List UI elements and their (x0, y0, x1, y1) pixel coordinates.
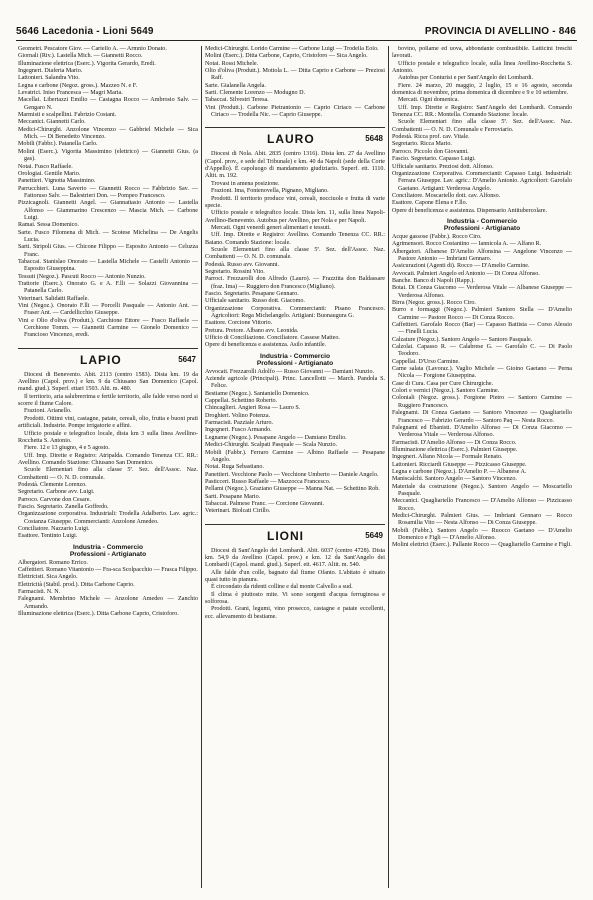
directory-entry: Podestà. Ricca prof. cav. Vitale. (392, 134, 470, 141)
directory-entry: Tabaccai. Stanislao Onorato — Lastella Michele — Castelli Antonio — Esposito Giuseppina. (18, 258, 198, 273)
directory-entry: Farmacisti. D'Amelio Alfonso — Di Conza Rocco. (392, 439, 517, 446)
directory-entry: Marmisti e scalpellini. Fabrizio Costant. (18, 112, 117, 119)
description-paragraph: Diocesi di Nola. Abit. 2835 (centro 1316). Dista km. 27 da Avellino (Capol. prov., e sede del Tribunale) e km. 40 da Napoli (sede della Corte d'Appello). È capoluogo di mandamento giudiziario. Superf. ett. 1110. Altit. m. 192. (205, 151, 385, 180)
directory-entry: Fascio. Segretario. Zanella Goffredo. (18, 503, 109, 510)
directory-entry: Olio d'oliva (Produtt.). Mottola L. — Ditta Caprio e Carbone — Preziosi Raff. (205, 68, 385, 82)
directory-entry: Pizzicagnoli. Giannetti Angel. — Giannattasio Antonio — Lastella Alfonso — Giammarino Crescenzo — Mascia Mich. — Carbone Luigi. (18, 200, 198, 221)
town-header-lapio (18, 348, 198, 369)
section-heading: Industria - Commercio Professioni - Artigianato (443, 217, 521, 232)
directory-entry: Cappellai. D'Urso Carmine. (392, 358, 460, 365)
directory-entry: Ufficiale sanitario. Russo dott. Giacomo. (205, 298, 305, 305)
directory-entry: Tessuti (Negoz.). Pascuti Rocco — Antonio Nunzio. (18, 273, 146, 280)
description-paragraph: Alle falde d'un colle, bagnato dal fiume Ofanto. L'abitato è situato quasi tutto in pianura. (205, 569, 385, 583)
directory-entry: Illuminazione elettrica (Eserc.). Ditta Carbone Caprio, Cristoforo. (18, 611, 179, 618)
section-heading: Industria - Commercio Professioni - Artigianato (69, 543, 147, 558)
directory-entry: Aziende agricole (Principali). Princ. Lancellotti — March. Pandola S. Felice. (205, 376, 385, 390)
directory-entry: Ufficio di Conciliazione. Conciliatore. Cassese Matteo. (205, 335, 340, 342)
directory-entry: Pasticceri. Russo Raffaele — Mazzocca Francesco. (205, 478, 331, 485)
header-right: PROVINCIA DI AVELLINO - 846 (424, 26, 576, 37)
directory-entry: Agrimensori. Rocco Costantino — Iannicola A. — Alfano R. (392, 241, 542, 248)
description-paragraph: Uff. Imp. Dirette e Registro: Avellino. Comando Tenenza CC. RR.: Baiano. Comando Stazione: locale. (205, 232, 385, 246)
description-paragraph: Mercati. Ogni domenica. (398, 97, 459, 104)
directory-entry: Molini (Eserc.). Ditta Carbone, Caprio, Cristoforo — Sica Angelo. (205, 53, 368, 60)
directory-entry: Molini (Eserc.). Vigorita Massimino (elettrico) — Giannetti Gius. (a gas). (18, 148, 198, 163)
business-entries-list (18, 560, 198, 619)
column-2 (205, 46, 385, 888)
directory-entry: Organizzazione corporativa. Industriali: Trodella Adalberto. Lav. agric.: Costanza Giuseppe. Commercianti: Anzolone Amedeo. (18, 511, 198, 525)
directory-entry: Botai. Di Conza Giacomo — Verderosa Vitale — Albanese Giuseppe — Verderosa Alfonso. (392, 285, 572, 299)
directory-entry: Legname (Negoz.). Pesapane Angelo — Damiano Emilio. (205, 434, 347, 441)
description-paragraph: Autobus per Conturisi e per Sant'Angelo dei Lombardi. (398, 75, 534, 82)
directory-entry: Elettricità (Stabil. prod.). Ditta Carbone Caprio. (18, 581, 135, 588)
business-entries-list (205, 369, 385, 516)
description-paragraph: Uff. Imp. Dirette e Registro: Sant'Angelo dei Lombardi. Comando Tenenza CC. RR.: Montella. Comando Stazione: locale. (392, 104, 572, 119)
directory-entry: Bestiame (Negoz.). Santaniello Domenico. (205, 390, 310, 397)
directory-entry: Farmacisti. Pazziale Arturo. (205, 420, 274, 427)
directory-entry: Calzature (Negoz.). Santoro Angelo — Santoro Pasquale. (392, 336, 533, 343)
directory-entry: Parroco. Piccolo don Giovanni. (392, 148, 469, 155)
directory-entry: Macellai. Libertazzi Emilio — Castagna Rocco — Ambrosio Salv. — Gengaro N. (18, 97, 198, 111)
lapio-entries-list (205, 46, 385, 119)
description-paragraph: Frazioni. Arianello. (24, 408, 72, 415)
directory-entry: Veterinari. Biolcati Cirillo. (205, 508, 271, 515)
lioni-description-cont (392, 46, 572, 134)
directory-entry: Veterinari. Salidatti Raffaele. (18, 295, 89, 302)
description-paragraph: Il clima è piuttosto mite. Vi sono sorgenti d'acqua ferruginosa e solforosa. (205, 591, 385, 605)
directory-entry: Panettieri. Vecchione Paolo — Vecchione Umberto — Daniele Angelo. (205, 471, 379, 478)
directory-entry: Illuminazione elettrica (Eserc.). Palmieri Giuseppe. (392, 446, 518, 453)
town-name: LAURO (267, 132, 315, 147)
directory-entry: Falegnami ed Ebanisti. D'Amelio Alfonso — Di Conza Giacomo — Verderosa Vitale — Verderosa Alfonso. (392, 424, 572, 439)
description-paragraph: Trovasi in amena posizione. (211, 180, 280, 187)
directory-entry: Materiale da costruzione (Negoz.). Santoro Angelo — Moscariello Pasquale. (392, 483, 572, 497)
description-paragraph: Fiere. 24 marzo, 20 maggio, 2 luglio, 15 e 16 agosto, seconda domenica di novembre, prima domenica di dicembre e 9 e 10 settembre. (392, 82, 572, 97)
town-number: 5649 (365, 530, 383, 540)
directory-entry: Lattonieri. Salandra Vito. (18, 75, 80, 82)
directory-entry: Parroco. Carvone don Cesare. (18, 496, 91, 503)
directory-entry: Medici-Chirurghi. Palmieri Gius. — Imbriani Gennaro — Rocco Rosamilia Vito — Nesta Alfonso — Di Conza Giuseppe. (392, 512, 572, 527)
town-number: 5648 (365, 134, 383, 144)
directory-entry: Sarte. Gialanella Angela. (205, 82, 266, 89)
column-divider (201, 46, 202, 888)
directory-entry: Organizzazione Corporativa. Commercianti: Capasso Luigi. Industriali: Ferrara Giuseppe. Lav. agric.: D'Amelio Antonio. Agricoltori: Garofalo Gaetano. Artigiani: Verderosa Angelo. (392, 170, 572, 192)
directory-entry: Segretario. Carbone avv. Luigi. (18, 489, 95, 496)
town-description (18, 372, 198, 482)
description-paragraph: Il territorio, aria salubrerrima e fertile territorio, alle falde verso nord si scorre il fiume Calore. (18, 393, 198, 408)
town-name: LIONI (267, 528, 304, 543)
description-paragraph: Prodotti. Il territorio produce vini, cereali, nocciuole e frutta di varie specie. (205, 195, 385, 209)
column-1 (18, 46, 198, 888)
directory-entry: Albergatori. Albanese D'Amelio Alfonsina — Angelone Vincenzo — Pastore Antonio — Imbriani Gennaro. (392, 248, 572, 262)
directory-entry: Acque gassose (Fabbr.). Rocco Ciro. (392, 233, 482, 240)
directory-entry: Segretario. Rossini Vito. (205, 268, 265, 275)
town-header-lioni (205, 524, 385, 545)
directory-entry: Farmacisti. N. N. (18, 589, 61, 596)
description-paragraph: bovino, pollame ed uova, abbondante combustibile. Latticini freschi lavorati. (392, 46, 572, 60)
directory-entry: Pellami (Negoz.). Graziano Giuseppe — Manna Nat. — Schettino Rob. (205, 486, 380, 493)
description-paragraph: Fiere. 12 e 13 giugno, 4 e 5 agosto. (24, 445, 110, 452)
description-paragraph: Prodotti. Ottimi vini, castagne, patate, cereali, olio, frutta e buoni prati artificiali. Industrie. Pompe irrigatorie e affini. (18, 415, 198, 430)
header-left: 5646 Lacedonia - Lioni 5649 (16, 26, 154, 37)
directory-entry: Ramai. Sessa Domenico. (18, 222, 79, 229)
column-3 (392, 46, 572, 888)
directory-entry: Podestà. Russo avv. Giovanni. (205, 261, 280, 268)
directory-entry: Elettricisti. Sica Angelo. (18, 574, 78, 581)
header-rule (16, 40, 577, 41)
section-heading: Industria - Commercio Professioni - Artigianato (256, 352, 334, 367)
directory-entry: Notai. Rossi Michele. (205, 60, 259, 67)
directory-entry: Conciliatore. Nazzario Luigi. (18, 525, 90, 532)
lacedonia-entries-list (18, 46, 198, 340)
directory-entry: Illuminazione elettrica (Eserc.). Vigorita Gerardo, Eredi. (18, 60, 156, 67)
directory-entry: Vini (Negoz.). Onorato F.lli — Porcelli Pasquale — Antonio Ant. — Fraser Ant. — Cardellicchio Giuseppe. (18, 303, 198, 317)
directory-entry: Conciliatore. Moscariello dott. cav. Alfonso. (392, 192, 501, 199)
town-officials-list (392, 134, 572, 215)
directory-entry: Mobili (Fabbr.). Santoro Angelo — Ruocco Gaetano — D'Amelio Domenico e Figli — D'Amelio Alfonso. (392, 527, 572, 541)
directory-entry: Podestà. Clemente Lorenzo. (18, 481, 87, 488)
directory-entry: Birra (Negoz. gross.). Rocco Ciro. (392, 300, 476, 306)
directory-entry: Vini (Produtt.). Carbone Pietrantonio — Caprio Ciriaco — Carbone Ciriaco — Trodella Nic. — Caprio Giuseppe. (205, 104, 385, 119)
directory-entry: Meccanici. Quagliariello Francesco — D'Amelio Alfonso — Pizzicasso Rocco. (392, 498, 572, 512)
directory-entry: Droghieri. Volino Potenza. (205, 412, 271, 419)
description-paragraph: Scuole Elementari fino alla classe 5ª. Sez. dell'Assoc. Naz. Combattenti — O. N. D. comunale. (205, 246, 385, 261)
directory-entry: Coloniali (Negoz. gross.). Forgione Pietro — Santoro Carmine — Ruggiero Francesco. (392, 395, 572, 409)
directory-entry: Avvocati. Palmieri Angelo ed Antonio — Di Conza Alfonso. (392, 270, 540, 277)
directory-entry: Falegnami. Di Conza Gaetano — Santoro Vincenzo — Quagliariello Francesco — Fabrizio Gerardo — Santoro Paq — Nesta Rocco. (392, 410, 572, 424)
directory-entry: Notai. Ruga Sebastiano. (205, 464, 264, 471)
directory-entry: Geometri. Pescatore Giov. — Cariello A. — Armnio Donato. (18, 46, 167, 52)
town-officials-list (205, 262, 385, 350)
directory-entry: Esattore. Tentinto Luigi. (18, 533, 78, 540)
directory-entry: Mobili (Fabbr.). Ferraro Carmine — Albino Raffaele — Pesapane Angelo. (205, 449, 385, 463)
directory-entry: Mobili (Fabbr.). Patanella Carlo. (18, 141, 98, 148)
directory-entry: Medici-Chirurghi. Anzolone Vincenzo — Gabbriel Michele — Sica Mich. — Di Benedetto Vincenzo. (18, 126, 198, 141)
directory-entry: Opere di beneficenza e assistenza. Dispensario Antitubercolare. (392, 207, 547, 214)
town-officials-list (18, 482, 198, 541)
directory-entry: Carne salata (Lavoraz.). Vaglio Michele — Gioino Gaetano — Perna Nicola — Forgione Giuseppina. (392, 366, 572, 380)
directory-entry: Ingegneri. Diaferia Mario. (18, 68, 83, 75)
directory-entry: Notai. Fusco Raffaele. (18, 163, 73, 170)
directory-entry: Ingegneri. Fusco Armando. (205, 427, 272, 434)
directory-entry: Albergatori. Romano Errico. (18, 559, 88, 566)
town-description (205, 548, 385, 621)
directory-entry: Cappellai. Schettino Roberto. (205, 398, 278, 405)
directory-entry: Lattonieri. Ricciardi Giuseppe — Pizzicasso Giuseppe. (392, 461, 527, 468)
directory-entry: Meccanici. Giannetti Carlo. (18, 119, 86, 126)
directory-entry: Parroci. Frezzarolli don Alfredo (Lauro). — Frazzitta don Baldassare (fraz. Ima) — Ruggiero don Francesco (Migliano). (205, 276, 385, 290)
description-paragraph: Ufficio postale e telegrafico locale, sulla linea Avellino-Rocchetta S. Antonio. (392, 60, 572, 75)
directory-entry: Vini e Olio d'oliva (Produtt.). Carchione Ettore — Fusco Raffaele — Cerchione Tomm. — Giannetti Carmine — Gionelo Domenico — Francioso Vincenzo, eredi. (18, 317, 198, 339)
business-entries-list (392, 234, 572, 550)
directory-entry: Medici-Chirurghi. Lorido Carmine — Carbone Luigi — Trodella Eolo. (205, 46, 379, 52)
directory-entry: Fascio. Segretario. Pesapane Gennaro. (205, 290, 299, 297)
directory-entry: Banche. Banco di Napoli (Rapp.). (392, 277, 475, 284)
description-paragraph: Uff. Imp. Dirette e Registro: Atripalda. Comando Tenenza CC. RR.: Avellino. Comando Stazione: Chiusano San Domenico. (18, 452, 198, 466)
directory-entry: Organizzazione Corporativa. Commercianti: Pisano Francesco. Agricoltori: Rega Michelangelo. Artigiani: Buonaugura G. (205, 305, 385, 319)
description-paragraph: Frazioni. Ima, Fontenovella, Pignano, Migliano. (211, 188, 329, 195)
town-name: LAPIO (80, 352, 122, 367)
description-paragraph: È circondato da ridenti colline e dal monte Calvello a sud. (211, 584, 353, 591)
directory-entry: Chincaglieri. Angieri Rosa — Lauro S. (205, 405, 301, 412)
town-description (205, 151, 385, 261)
directory-entry: Fascio. Segretario. Capasso Luigi. (392, 156, 476, 163)
directory-entry: Trattorie (Eserc.). Onorato G. e A. F.lli — Solazzi Giovannina — Patanella Carlo. (18, 281, 198, 295)
page-header (16, 22, 576, 40)
directory-entry: Opere di beneficenza e assistenza. Asilo infantile. (205, 342, 327, 349)
description-paragraph: Scuole Elementari fino alla classe 5ª. Sez. dell'Assoc. Naz. Combattenti — O. N. D. Comunale e Ferroviario. (392, 119, 572, 133)
directory-entry: Medici-Chirurghi. Scalpati Pasquale — Scala Nunzio. (205, 442, 338, 449)
directory-entry: Sarti. Clemente Lorenzo — Modugno D. (205, 90, 306, 97)
town-number: 5647 (178, 354, 196, 364)
directory-entry: Avvocati. Frezzarolli Adolfo — Russo Giovanni — Damiani Nunzio. (205, 368, 375, 375)
directory-entry: Maniscalchi. Santoro Angelo — Santoro Vincenzo. (392, 476, 517, 483)
description-paragraph: Mercati. Ogni venerdì generi alimentari e tessuti. (211, 224, 331, 231)
directory-entry: Assicurazioni (Agenti di). Rocco — D'Amelio Carmine. (392, 263, 530, 270)
directory-entry: Pretura. Pretore. Albano avv. Leonida. (205, 327, 299, 334)
directory-entry: Panettieri. Vignotta Massimino. (18, 178, 96, 185)
directory-entry: Tabaccai. Palmese Franc. — Corcione Giovanni. (205, 500, 325, 507)
directory-entry: Esattore. Corcione Vittorio. (205, 320, 273, 327)
directory-entry: Sarti. Stripoli Gius. — Chicone Filippo — Esposito Antonio — Celuzza Franc. (18, 244, 198, 258)
directory-entry: Caffettieri. Garofalo Rocco (Bar) — Capasso Battista — Corso Alessio — Finelli Lucia. (392, 322, 572, 336)
description-paragraph: Ufficio postale e telegrafico locale. Dista km. 11, sulla linea Napoli-Avellino-Benevento. Autobus per Avellino, per Nola e per Napoli. (205, 210, 385, 224)
directory-entry: Calzolai. Capasso R. — Calabrese G. — Garofalo C. — Di Paolo Teodoro. (392, 344, 572, 358)
directory-entry: Legna e carbone (Negoz. gross.). Mazzeo N. e F. (18, 82, 138, 89)
directory-entry: Levatrici. Iniso Francesca — Magri Maria. (18, 90, 123, 97)
directory-entry: Caffettieri. Romano Vitantonio — Fra-sca Scolpacchio — Frasca Filippo. (18, 567, 198, 573)
directory-entry: Falegnami. Membrino Michele — Anzolone Amedeo — Zanchio Armando. (18, 596, 198, 610)
directory-entry: Burro e formaggi (Negoz.). Palmieri Santoro Stella — D'Amelio Carmine — Pastore Rocco — Di Conza Rocco. (392, 307, 572, 321)
directory-entry: Colori e vernici (Negoz.). Santoro Carmine. (392, 388, 500, 395)
directory-entry: Legna e carbone (Negoz.). D'Amelio P. — Albanese A. (392, 468, 527, 475)
column-divider (388, 46, 389, 888)
directory-entry: Case di Cura. Casa per Cure Chirurgiche. (392, 380, 494, 387)
description-paragraph: Diocesi di Benevento. Abit. 2113 (centro 1583). Dista km. 19 da Avellino (Capol. prov.) e km. 9 da Chiusano San Domenico (Capol. mand. giud.). Superf. ettari 1503. Alti. m. 480. (18, 371, 198, 393)
description-paragraph: Ufficio postale e telegrafico locale, dista km 3 sulla linea Avellino-Rocchetta S. Antonio. (18, 430, 198, 444)
directory-entry: Ingegneri. Alfano Nicola — Formale Renato. (392, 454, 503, 461)
town-header-lauro (205, 127, 385, 148)
directory-entry: Giornali (Riv.). Lastella Mich. — Giannetti Rocco. (18, 53, 143, 60)
description-paragraph: Prodotti. Grani, legumi, vino prosecco, castagne e patate eccellenti, ecc. allevamento di bestiame. (205, 606, 385, 620)
directory-entry: Sarti. Pesapane Mario. (205, 493, 261, 500)
description-paragraph: Diocesi di Sant'Angelo dei Lombardi. Abit. 6037 (centro 4728). Dista km. 54,9 da Avellino (Capol. prov.) e km. 12 da Sant'Angelo dei Lombardi (Capol. mand. giud.). Superf. ett. 4617. Altit. m. 540. (205, 547, 385, 569)
directory-entry: Tabaccai. Silvestri Teresa. (205, 97, 269, 104)
directory-entry: Segretario. Ricca Mario. (392, 141, 452, 148)
directory-entry: Ufficiale sanitario. Preziosi dott. Alfonso. (392, 163, 494, 170)
directory-entry: Molini elettrici (Eserc.). Pallante Rocco — Quagliariello Carmine e Figli. (392, 542, 572, 549)
description-paragraph: Scuole Elementari fino alla classe 5ª. Sez. dell'Assoc. Naz. Combattenti — O. N. D. comunale. (18, 467, 198, 481)
directory-entry: Sarte. Fusco Filomena di Mich. — Scotese Michelina — De Angelis Lucia. (18, 229, 198, 243)
directory-entry: Orologiai. Gentile Mario. (18, 170, 81, 177)
directory-entry: Parrucchieri. Luna Saverio — Giannetti Rocco — Fabbrizio Sav. — Fattoruso Salv. — Balestrieri Don. — Pompeo Francesco. (18, 185, 198, 199)
directory-entry: Esattore. Capone Elena e F.llo. (392, 200, 468, 207)
